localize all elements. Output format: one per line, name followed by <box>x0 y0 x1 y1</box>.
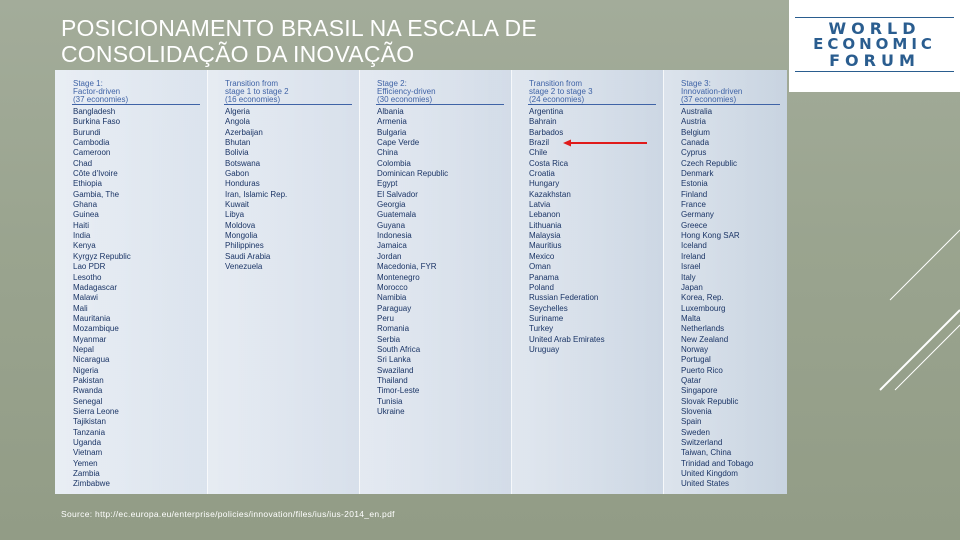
country-item: Cyprus <box>681 148 707 158</box>
country-item: Malaysia <box>529 231 561 241</box>
header-line: Factor-driven <box>73 87 121 96</box>
country-item: Barbados <box>529 127 564 137</box>
country-item: Suriname <box>529 313 564 323</box>
country-item: Mozambique <box>73 324 119 334</box>
country-item: Norway <box>681 344 709 354</box>
country-item: Seychelles <box>529 303 568 313</box>
header-rule <box>224 104 352 105</box>
header-rule <box>72 104 200 105</box>
country-item: Belgium <box>681 127 710 137</box>
country-item: Tanzania <box>73 427 106 437</box>
country-item: Sierra Leone <box>73 406 119 416</box>
header-rule <box>680 104 780 105</box>
logo-rule-top <box>795 17 954 18</box>
country-list <box>73 107 131 490</box>
country-item: Tunisia <box>377 396 403 406</box>
country-item: United Arab Emirates <box>529 334 605 344</box>
country-item: Uganda <box>73 438 102 447</box>
country-item: Kazakhstan <box>529 189 571 199</box>
country-item: Nigeria <box>73 365 99 375</box>
country-item: Mauritius <box>529 241 562 251</box>
country-item: Guinea <box>73 210 99 220</box>
country-item: Croatia <box>529 169 555 179</box>
country-item: Myanmar <box>73 334 107 344</box>
country-item: Portugal <box>681 355 711 365</box>
country-item: Serbia <box>377 334 401 344</box>
country-item: Chad <box>73 158 93 168</box>
country-item: Saudi Arabia <box>225 251 271 261</box>
country-item: Bulgaria <box>377 127 407 137</box>
country-item: United States <box>681 479 730 489</box>
country-item: Morocco <box>377 282 408 292</box>
country-item: Haiti <box>73 220 90 230</box>
country-item: Philippines <box>225 241 264 251</box>
country-item: Thailand <box>377 375 408 385</box>
slide-title <box>61 15 781 67</box>
country-item: Colombia <box>377 158 411 168</box>
country-item: Gambia, The <box>73 189 120 199</box>
country-item: Pakistan <box>73 375 104 385</box>
country-item: Estonia <box>681 179 708 189</box>
country-item: Algeria <box>225 107 250 116</box>
country-item: Oman <box>529 262 551 272</box>
country-item: Ethiopia <box>73 179 102 189</box>
country-item: Honduras <box>225 179 260 189</box>
country-item: Malawi <box>73 293 98 303</box>
country-item: Mongolia <box>225 231 258 241</box>
wef-logo <box>789 0 960 92</box>
country-item: Jamaica <box>377 241 407 251</box>
column-transition-1-2 <box>207 70 360 494</box>
header-line: (37 economies) <box>681 95 737 104</box>
country-item: Armenia <box>377 117 407 127</box>
country-item: Lithuania <box>529 220 562 230</box>
country-item: Côte d'Ivoire <box>73 169 118 179</box>
country-item: Greece <box>681 220 708 230</box>
country-item: Hungary <box>529 179 560 189</box>
country-item: Qatar <box>681 375 702 385</box>
country-item: Slovenia <box>681 406 712 416</box>
country-item: Switzerland <box>681 438 723 447</box>
header-line: Stage 2: <box>377 79 407 88</box>
country-item: Turkey <box>529 324 554 334</box>
country-item: Cape Verde <box>377 138 420 148</box>
header-line: (30 economies) <box>377 95 433 104</box>
country-item: Mauritania <box>73 313 111 323</box>
country-item: Italy <box>681 272 696 282</box>
country-item: Guyana <box>377 220 406 230</box>
country-item: Romania <box>377 324 410 334</box>
country-list <box>377 107 448 417</box>
country-list <box>681 107 754 490</box>
country-item: Mexico <box>529 251 555 261</box>
country-item: Angola <box>225 117 250 127</box>
country-item: Luxembourg <box>681 303 726 313</box>
column-header <box>377 80 517 104</box>
country-item: Bolivia <box>225 148 249 158</box>
country-item: Nicaragua <box>73 355 110 365</box>
header-rule <box>528 104 656 105</box>
country-item: Lebanon <box>529 210 561 220</box>
slide-title-line-2: CONSOLIDAÇÃO DA INOVAÇÃO <box>61 41 415 67</box>
country-item: Yemen <box>73 458 98 468</box>
country-list <box>225 107 287 273</box>
country-item: Mali <box>73 303 88 313</box>
country-item: Peru <box>377 313 394 323</box>
country-item: Botswana <box>225 158 261 168</box>
country-item: Paraguay <box>377 303 412 313</box>
country-item: Israel <box>681 262 701 272</box>
country-item: Latvia <box>529 200 551 210</box>
country-item: Kuwait <box>225 200 250 210</box>
header-line: Stage 3: <box>681 79 711 88</box>
country-item: United Kingdom <box>681 469 738 479</box>
country-item: New Zealand <box>681 334 729 344</box>
country-item: Denmark <box>681 169 714 179</box>
country-item: Bhutan <box>225 138 251 148</box>
header-rule <box>376 104 504 105</box>
header-line: stage 1 to stage 2 <box>225 87 289 96</box>
country-item: Vietnam <box>73 448 103 458</box>
country-item: Jordan <box>377 251 402 261</box>
country-item: Timor-Leste <box>377 386 420 396</box>
logo-rule-bottom <box>795 71 954 72</box>
country-item: Namibia <box>377 293 407 303</box>
country-item: Iceland <box>681 241 707 251</box>
header-line: Transition from <box>225 79 279 88</box>
stages-table <box>55 70 787 494</box>
country-item: Gabon <box>225 169 250 179</box>
country-item: India <box>73 231 91 241</box>
country-item: Burkina Faso <box>73 117 121 127</box>
country-item: Kenya <box>73 241 96 251</box>
logo-word-3: FORUM <box>829 51 920 70</box>
country-item: Finland <box>681 189 708 199</box>
country-item: Zambia <box>73 469 100 479</box>
country-item: Panama <box>529 272 559 282</box>
header-line: Stage 1: <box>73 79 103 88</box>
column-header <box>73 80 213 104</box>
slide-title-line-1: POSICIONAMENTO BRASIL NA ESCALA DE <box>61 15 537 41</box>
header-line: (37 economies) <box>73 95 129 104</box>
country-item: Zimbabwe <box>73 479 110 489</box>
country-item: France <box>681 200 706 210</box>
country-item: Cameroon <box>73 148 111 158</box>
country-item: Canada <box>681 138 710 148</box>
logo-word-1: WORLD <box>828 19 921 38</box>
country-item: Germany <box>681 210 714 220</box>
country-item: Indonesia <box>377 231 412 241</box>
column-header <box>681 80 787 104</box>
country-item: Brazil <box>529 138 550 148</box>
country-item: Sweden <box>681 427 710 437</box>
brazil-arrow-icon <box>563 139 647 147</box>
country-item: Georgia <box>377 200 406 210</box>
country-item: Azerbaijan <box>225 127 263 137</box>
country-item: Burundi <box>73 127 101 137</box>
source-citation: Source: http://ec.europa.eu/enterprise/policies/innovation/files/ius/ius-2014_en.pdf <box>61 509 395 519</box>
country-item: Puerto Rico <box>681 365 723 375</box>
country-item: Dominican Republic <box>377 169 449 179</box>
country-item: Swaziland <box>377 365 414 375</box>
country-item: Libya <box>225 210 245 220</box>
country-item: Lesotho <box>73 272 102 282</box>
country-item: Egypt <box>377 179 398 189</box>
country-item: Ghana <box>73 200 98 210</box>
country-item: Taiwan, China <box>681 448 732 458</box>
country-item: Argentina <box>529 107 564 116</box>
country-item: El Salvador <box>377 189 418 199</box>
country-item: Chile <box>529 148 548 158</box>
country-item: Trinidad and Tobago <box>681 458 754 468</box>
country-item: Spain <box>681 417 702 427</box>
logo-word-2: ECONOMIC <box>813 35 936 53</box>
header-line: (24 economies) <box>529 95 585 104</box>
country-item: China <box>377 148 398 158</box>
country-item: Czech Republic <box>681 158 738 168</box>
column-stage-3 <box>663 70 787 494</box>
decorative-lines <box>860 200 960 400</box>
column-header <box>529 80 669 104</box>
header-line: (16 economies) <box>225 95 281 104</box>
header-line: Efficiency-driven <box>377 87 436 96</box>
country-item: Cambodia <box>73 138 110 148</box>
country-item: Korea, Rep. <box>681 293 724 303</box>
country-item: Senegal <box>73 396 103 406</box>
country-item: Hong Kong SAR <box>681 231 740 241</box>
country-item: Nepal <box>73 344 94 354</box>
header-line: stage 2 to stage 3 <box>529 87 593 96</box>
country-item: Uruguay <box>529 344 560 354</box>
country-item: Lao PDR <box>73 262 106 272</box>
country-item: Kyrgyz Republic <box>73 251 131 261</box>
country-item: Ireland <box>681 251 706 261</box>
country-item: South Africa <box>377 344 421 354</box>
country-item: Venezuela <box>225 262 263 272</box>
country-item: Slovak Republic <box>681 396 739 406</box>
country-item: Ukraine <box>377 406 405 416</box>
country-item: Japan <box>681 282 703 292</box>
country-item: Costa Rica <box>529 158 569 168</box>
country-item: Guatemala <box>377 210 417 220</box>
country-item: Sri Lanka <box>377 355 411 365</box>
country-item: Moldova <box>225 220 256 230</box>
country-item: Tajikistan <box>73 417 106 427</box>
country-item: Albania <box>377 107 404 116</box>
country-item: Netherlands <box>681 324 725 334</box>
country-item: Singapore <box>681 386 718 396</box>
column-stage-2 <box>359 70 512 494</box>
country-item: Madagascar <box>73 282 118 292</box>
country-item: Montenegro <box>377 272 420 282</box>
country-item: Austria <box>681 117 706 127</box>
header-line: Innovation-driven <box>681 87 743 96</box>
country-item: Poland <box>529 282 554 292</box>
country-item: Australia <box>681 107 713 116</box>
country-item: Bahrain <box>529 117 557 127</box>
column-header <box>225 80 365 104</box>
country-item: Macedonia, FYR <box>377 262 437 272</box>
column-transition-2-3 <box>511 70 664 494</box>
country-item: Bangladesh <box>73 107 116 116</box>
country-item: Rwanda <box>73 386 103 396</box>
country-item: Iran, Islamic Rep. <box>225 189 288 199</box>
column-stage-1 <box>55 70 208 494</box>
header-line: Transition from <box>529 79 583 88</box>
country-item: Russian Federation <box>529 293 599 303</box>
country-item: Malta <box>681 313 701 323</box>
